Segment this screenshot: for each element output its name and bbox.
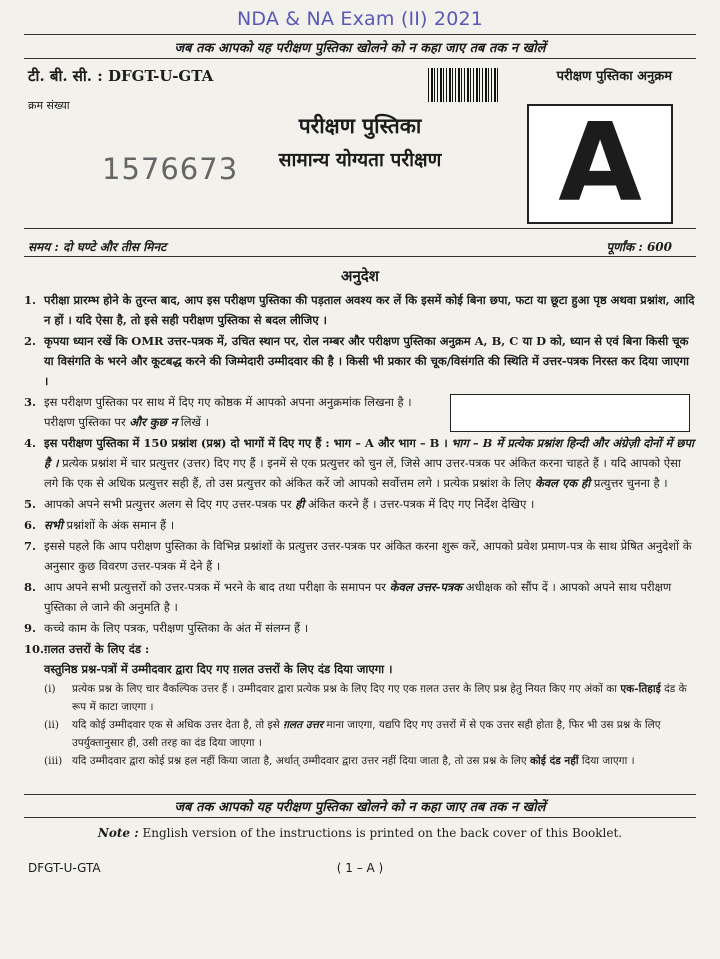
page-number: ( 1 – A ) xyxy=(336,861,384,875)
subject-title: सामान्य योग्यता परीक्षण xyxy=(278,149,442,171)
divider xyxy=(24,228,696,229)
divider xyxy=(24,817,696,818)
instruction-item: 2. कृपया ध्यान रखें कि OMR उत्तर-पत्रक में, उचित स्थान पर, रोल नम्बर और परीक्षण पुस्तिका अनुक्रम A, B, C या D को, ध्यान से एवं बिना किसी चूक या विसंगति के भरने और कूटबद्ध करने की जिम्मेदारी उम्मीदवार की है । किसी भी प्रकार की चूक/विसंगति की स्थिति में उत्तर-पत्रक निरस्त कर दिया जाएगा । xyxy=(24,334,690,388)
instructions-list xyxy=(24,290,696,770)
instruction-item: 4. इस परीक्षण पुस्तिका में 150 प्रश्नांश (प्रश्न) दो भागों में दिए गए हैं : भाग – A और भाग – B । भाग – B में प्रत्येक प्रश्नांश हिन्दी और अंग्रेज़ी दोनों में छपा है । प्रत्येक प्रश्नांश में चार प्रत्युत्तर (उत्तर) दिए गए हैं । इनमें से एक प्रत्युत्तर को चुन लें, जिसे आप उत्तर-पत्रक पर अंकित करना चाहते हैं । यदि आपको ऐसा लगे कि एक से अधिक प्रत्युत्तर सही हैं, तो उस प्रत्युत्तर को अंकित करें जो आपको सर्वोत्तम लगे । प्रत्येक प्रश्नांश के लिए केवल एक ही प्रत्युत्तर चुनना है । xyxy=(24,436,694,490)
maximum-marks: पूर्णांक : 600 xyxy=(606,240,672,254)
serial-label: क्रम संख्या xyxy=(28,99,70,112)
booklet-code: टी. बी. सी. : DFGT-U-GTA xyxy=(28,67,214,85)
instructions-heading: अनुदेश xyxy=(341,267,379,285)
penalty-item: (ii) यदि कोई उम्मीदवार एक से अधिक उत्तर देता है, तो इसे ग़लत उत्तर माना जाएगा, यद्यपि दिए गए उत्तरों में से एक उत्तर सही होता है, फिर भी उस प्रश्न के लिए उपर्युक्तानुसार ही, उसी तरह का दंड दिया जाएगा । xyxy=(44,719,661,749)
footer-code: DFGT-U-GTA xyxy=(28,861,101,875)
divider xyxy=(24,34,696,35)
instruction-item: 10. ग़लत उत्तरों के लिए दंड : वस्तुनिष्ठ प्रश्न-पत्रों में उम्मीदवार द्वारा दिए गए ग़लत उत्तरों के लिए दंड दिया जाएगा । xyxy=(24,642,393,676)
footer-warning: जब तक आपको यह परीक्षण पुस्तिका खोलने को न कहा जाए तब तक न खोलें xyxy=(174,800,546,815)
instruction-item: 9. कच्चे काम के लिए पत्रक, परीक्षण पुस्तिका के अंत में संलग्न हैं । xyxy=(24,621,309,635)
serial-number: 1576673 xyxy=(102,152,239,186)
instruction-item: 8. आप अपने सभी प्रत्युत्तरों को उत्तर-पत्रक में भरने के बाद तथा परीक्षा के समापन पर केवल उत्तर-पत्रक अधीक्षक को सौंप दें । आपको अपने साथ परीक्षण पुस्तिका ले जाने की अनुमति है । xyxy=(24,580,672,614)
instruction-item: 6. सभी प्रश्नांशों के अंक समान हैं । xyxy=(24,518,175,532)
instruction-item: 7. इससे पहले कि आप परीक्षण पुस्तिका के विभिन्न प्रश्नांशों के प्रत्युत्तर उत्तर-पत्रक पर अंकित करना शुरू करें, आपको प्रवेश प्रमाण-पत्र के साथ प्रेषित अनुदेशों के अनुसार कुछ विवरण उत्तर-पत्रक में देने हैं । xyxy=(24,539,692,573)
barcode xyxy=(428,68,500,102)
instruction-item: 3. इस परीक्षण पुस्तिका पर साथ में दिए गए कोष्ठक में आपको अपना अनुक्रमांक लिखना है । परीक्षण पुस्तिका पर और कुछ न लिखें । xyxy=(24,392,696,432)
exam-title: NDA & NA Exam (II) 2021 xyxy=(236,8,484,30)
instruction-item: 1. परीक्षा प्रारम्भ होने के तुरन्त बाद, आप इस परीक्षण पुस्तिका की पड़ताल अवश्य कर लें कि इसमें कोई बिना छपा, फटा या छूटा हुआ पृष्ठ अथवा प्रश्नांश, आदि न हों । यदि ऐसा है, तो इसे सही परीक्षण पुस्तिका से बदल लीजिए । xyxy=(24,293,695,327)
divider xyxy=(24,58,696,59)
divider xyxy=(24,256,696,257)
instruction-item: 5. आपको अपने सभी प्रत्युत्तर अलग से दिए गए उत्तर-पत्रक पर ही अंकित करने हैं । उत्तर-पत्रक में दिए गए निर्देश देखिए । xyxy=(24,497,535,511)
do-not-open-warning: जब तक आपको यह परीक्षण पुस्तिका खोलने को न कहा जाए तब तक न खोलें xyxy=(174,41,546,56)
roll-number-box xyxy=(450,394,690,432)
divider xyxy=(24,794,696,795)
series-box: A xyxy=(527,104,673,224)
time-allowed: समय : दो घण्टे और तीस मिनट xyxy=(28,240,167,254)
english-version-note: Note : English version of the instructions is printed on the back cover of this Booklet. xyxy=(97,826,623,840)
sequence-label: परीक्षण पुस्तिका अनुक्रम xyxy=(556,69,672,84)
penalty-item: (i) प्रत्येक प्रश्न के लिए चार वैकल्पिक उत्तर हैं । उम्मीदवार द्वारा प्रत्येक प्रश्न के लिए दिए गए एक ग़लत उत्तर के लिए प्रश्न हेतु नियत किए गए अंकों का एक-तिहाई दंड के रूप में काटा जाएगा । xyxy=(44,683,687,713)
booklet-title: परीक्षण पुस्तिका xyxy=(298,113,422,138)
penalty-item: (iii) यदि उम्मीदवार द्वारा कोई प्रश्न हल नहीं किया जाता है, अर्थात् उम्मीदवार द्वारा उत्तर नहीं दिया जाता है, तो उस प्रश्न के लिए कोई दंड नहीं दिया जाएगा । xyxy=(44,755,635,767)
